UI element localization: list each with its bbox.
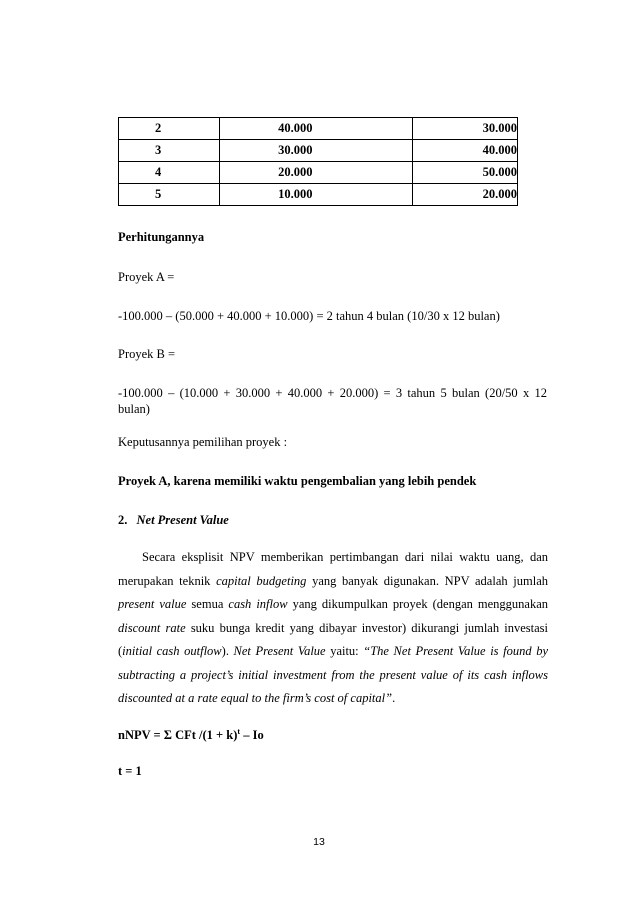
paragraph-term: initial cash outflow — [122, 644, 222, 658]
table-cell: 3 — [119, 140, 220, 162]
table-cell: 5 — [119, 184, 220, 206]
kesimpulan-text: Proyek A, karena memiliki waktu pengembalian yang lebih pendek — [118, 474, 477, 488]
paragraph-text: yaitu: — [325, 644, 364, 658]
cash-flow-table — [118, 117, 518, 206]
table-cell: 20.000 — [412, 184, 517, 206]
page-number: 13 — [313, 836, 325, 848]
npv-formula — [118, 724, 264, 743]
formula-index: t = 1 — [118, 764, 142, 778]
table-cell: 30.000 — [220, 140, 412, 162]
table-row — [119, 118, 518, 140]
paragraph-text: Secara eksplisit NPV memberikan pertimbangan dari nilai waktu uang, dan merupakan teknik — [118, 550, 548, 588]
section-heading — [118, 512, 229, 528]
keputusan-text: Keputusannya pemilihan proyek : — [118, 435, 288, 449]
npv-paragraph — [118, 546, 548, 711]
paragraph-text: suku bunga kredit yang dibayar investor) dikurangi jumlah investasi ( — [118, 620, 548, 658]
proyek-b-label: Proyek B = — [118, 347, 176, 361]
section-number: 2. — [118, 513, 128, 527]
paragraph-term: capital budgeting — [216, 573, 307, 588]
paragraph-text: semua — [186, 597, 229, 611]
paragraph-quote: “The Net Present Value is found by subtracting a project’s initial investment from the present value of its cash inflows discounted at a rate equal to the firm’s cost of capital” — [118, 644, 548, 705]
formula-exponent: t — [237, 727, 241, 736]
paragraph-text: yang dikumpulkan proyek (dengan menggunakan — [287, 597, 548, 611]
table-cell: 4 — [119, 162, 220, 184]
paragraph-term: Net Present Value — [233, 644, 326, 658]
table-cell: 40.000 — [220, 118, 412, 140]
formula-tail: – Io — [240, 728, 264, 743]
calc-heading: Perhitungannya — [118, 230, 205, 244]
table-row — [119, 184, 518, 206]
table-cell: 20.000 — [220, 162, 412, 184]
proyek-b-formula-line2: bulan) — [118, 402, 150, 416]
paragraph-term: present value — [118, 597, 187, 611]
table-cell: 2 — [119, 118, 220, 140]
paragraph-text: . — [392, 691, 396, 705]
table-row — [119, 162, 518, 184]
formula-main: nNPV = Σ CFt /(1 + k) — [118, 728, 238, 743]
proyek-b-formula-line1: -100.000 – (10.000 + 30.000 + 40.000 + 20.000) = 3 tahun 5 bulan (20/50 x 12 — [118, 386, 547, 400]
paragraph-term: discount rate — [118, 620, 186, 635]
table-cell: 50.000 — [412, 162, 517, 184]
proyek-a-label: Proyek A = — [118, 270, 175, 284]
paragraph-text: yang banyak digunakan. NPV adalah jumlah — [306, 573, 548, 588]
table-cell: 40.000 — [412, 140, 517, 162]
table-cell: 10.000 — [220, 184, 412, 206]
proyek-a-formula: -100.000 – (50.000 + 40.000 + 10.000) = 2 tahun 4 bulan (10/30 x 12 bulan) — [118, 309, 500, 323]
table-cell: 30.000 — [412, 118, 517, 140]
paragraph-term: cash inflow — [228, 597, 288, 611]
table-row — [119, 140, 518, 162]
paragraph-text: ). — [221, 644, 234, 658]
section-title: Net Present Value — [136, 513, 229, 527]
